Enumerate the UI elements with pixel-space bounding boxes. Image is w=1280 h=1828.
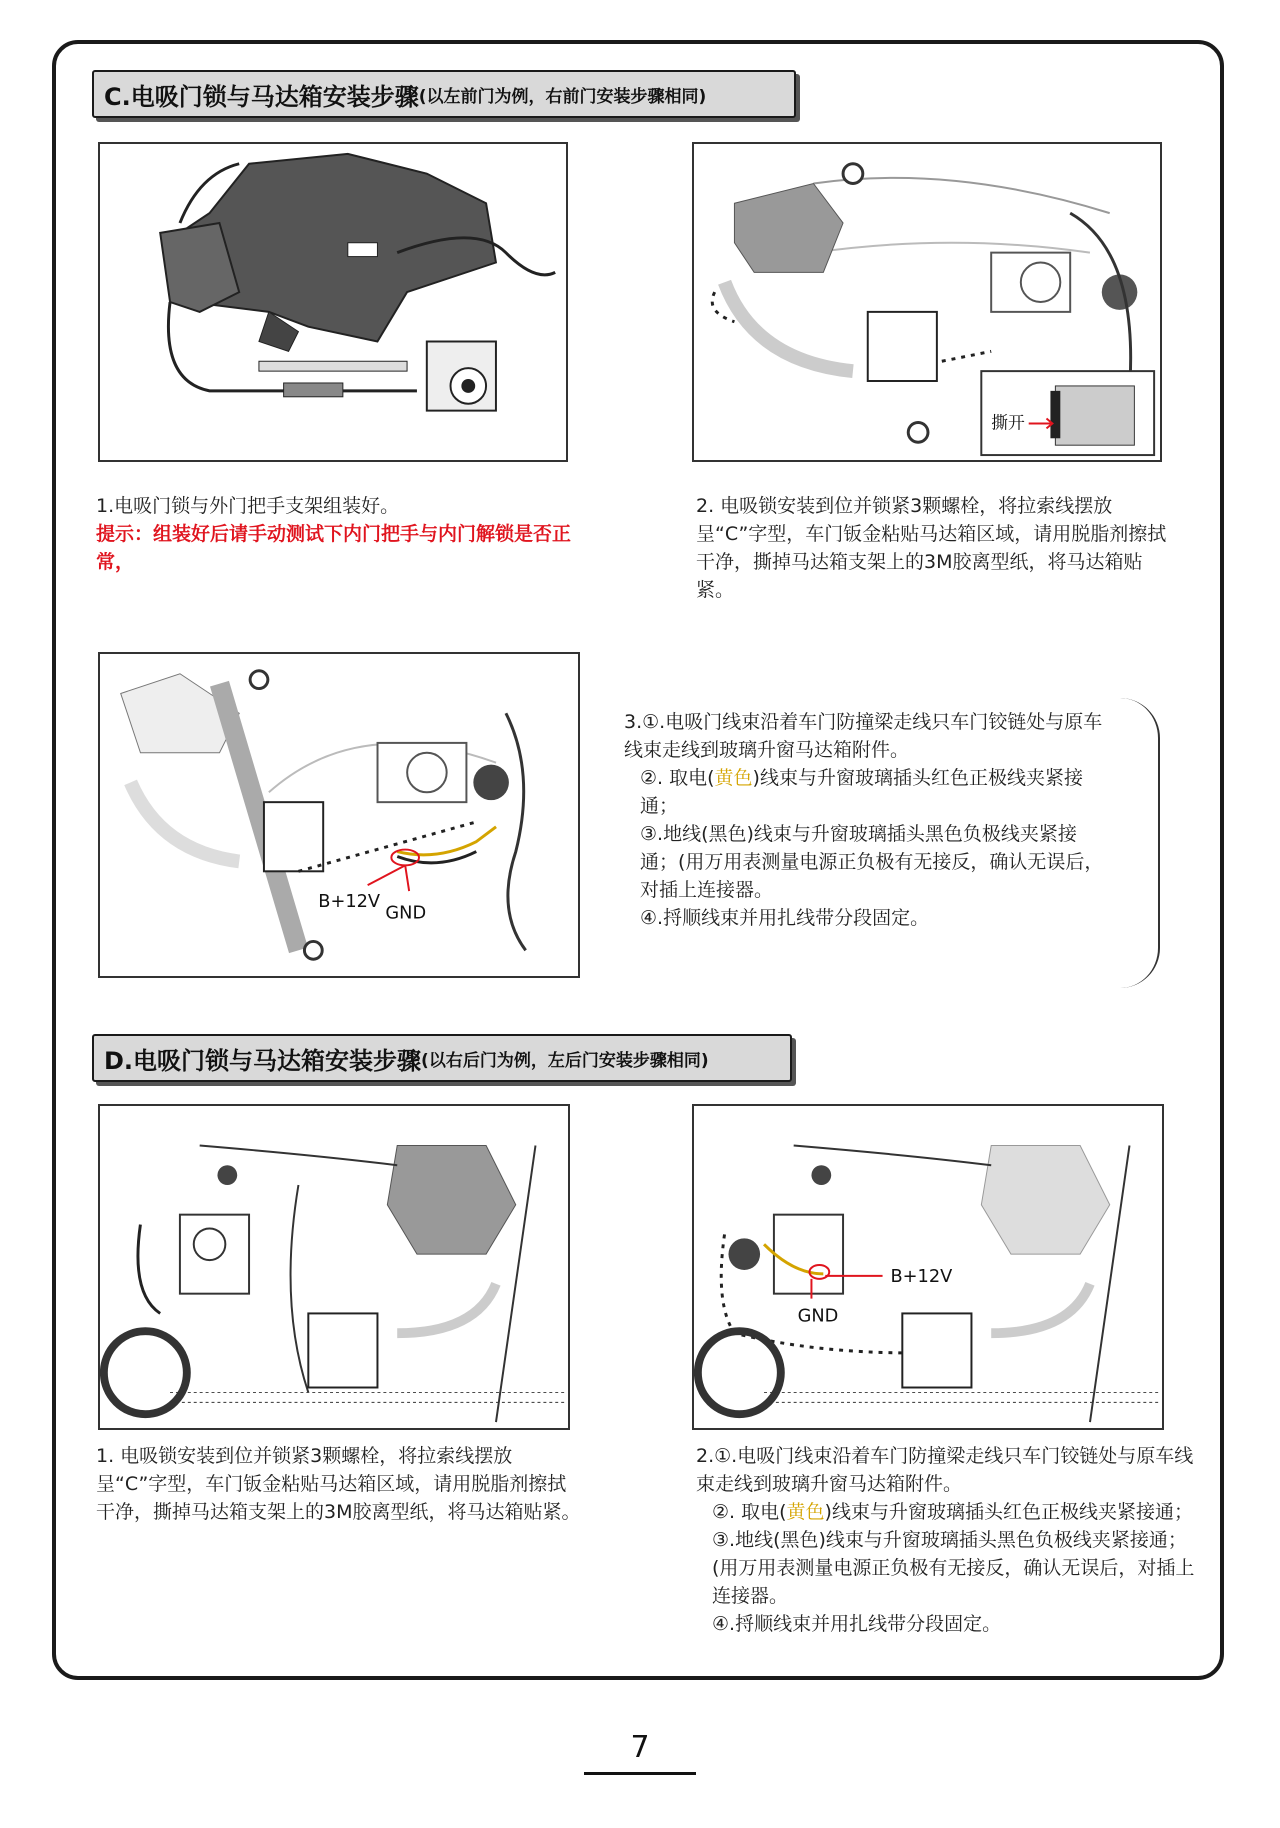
rear-door-wiring-drawing-d2 <box>694 1106 1162 1428</box>
caption-c-step3 <box>624 708 1114 932</box>
c3-power-label: B+12V <box>318 891 381 912</box>
caption-c-step3-line2-post: )线束与升窗玻璃插头红色正极线夹紧接通； <box>640 767 1083 817</box>
inset-peel-label: 撕开 <box>991 412 1025 433</box>
caption-bracket <box>1100 698 1160 988</box>
lock-assembly-drawing <box>100 144 566 460</box>
c3-ground-label: GND <box>385 903 427 924</box>
illustration-c2 <box>692 142 1162 462</box>
d2-power-label: B+12V <box>890 1266 953 1287</box>
caption-c-step2-text: 2. 电吸锁安装到位并锁紧3颗螺栓，将拉索线摆放呈“C”字型，车门钣金粘贴马达箱区域，请用脱脂剂擦拭干净，撕掉马达箱支架上的3M胶离型纸，将马达箱贴紧。 <box>696 495 1167 601</box>
caption-d-step2-line4: ④.捋顺线束并用扎线带分段固定。 <box>712 1613 1002 1635</box>
caption-d-step2-line1: 2.①.电吸门线束沿着车门防撞梁走线只车门铰链处与原车线束走线到玻璃升窗马达箱附件。 <box>696 1445 1194 1495</box>
caption-c-step3-line2-color: 黄色 <box>714 767 753 789</box>
caption-d-step1 <box>96 1442 582 1526</box>
section-d-title <box>92 1034 792 1082</box>
caption-c-step3-line1: 3.①.电吸门线束沿着车门防撞梁走线只车门铰链处与原车线束走线到玻璃升窗马达箱附件。 <box>624 711 1103 761</box>
section-c-title-main: C.电吸门锁与马达箱安装步骤 <box>104 82 419 111</box>
caption-c-step3-line3: ③.地线(黑色)线束与升窗玻璃插头黑色负极线夹紧接通；(用万用表测量电源正负极有无接反，确认无误后，对插上连接器。 <box>640 823 1104 901</box>
wiring-drawing-c3 <box>100 654 578 976</box>
page-number: 7 <box>630 1730 650 1765</box>
d2-ground-label: GND <box>797 1306 839 1327</box>
caption-d-step2-line2-pre: ②. 取电( <box>712 1501 787 1523</box>
page-number-underline <box>584 1772 696 1775</box>
illustration-c3 <box>98 652 580 978</box>
illustration-d1 <box>98 1104 570 1430</box>
caption-c-step2 <box>696 492 1176 604</box>
caption-c-step3-line4: ④.捋顺线束并用扎线带分段固定。 <box>640 907 930 929</box>
caption-d-step2-line2-color: 黄色 <box>786 1501 825 1523</box>
caption-d-step1-text: 1. 电吸锁安装到位并锁紧3颗螺栓，将拉索线摆放呈“C”字型，车门钣金粘贴马达箱区域，请用脱脂剂擦拭干净，撕掉马达箱支架上的3M胶离型纸，将马达箱贴紧。 <box>96 1445 581 1523</box>
caption-c-step3-line2-pre: ②. 取电( <box>640 767 715 789</box>
illustration-d2 <box>692 1104 1164 1430</box>
door-motor-drawing <box>694 144 1160 460</box>
illustration-c1 <box>98 142 568 462</box>
caption-d-step2-line2-post: )线束与升窗玻璃插头红色正极线夹紧接通； <box>824 1501 1193 1523</box>
caption-d-step2 <box>696 1442 1196 1638</box>
caption-c-step1-text: 1.电吸门锁与外门把手支架组装好。 <box>96 495 400 517</box>
section-d-title-sub: (以右后门为例，左后门安装步骤相同) <box>421 1050 709 1071</box>
section-d-title-main: D.电吸门锁与马达箱安装步骤 <box>104 1046 422 1075</box>
section-c-title-sub: (以左前门为例，右前门安装步骤相同) <box>418 86 707 107</box>
caption-c-step1-tip: 提示：组装好后请手动测试下内门把手与内门解锁是否正常， <box>96 523 572 573</box>
section-c-title <box>92 70 796 118</box>
rear-door-drawing-d1 <box>100 1106 568 1428</box>
caption-c-step1 <box>96 492 576 576</box>
caption-d-step2-line3: ③.地线(黑色)线束与升窗玻璃插头黑色负极线夹紧接通；(用万用表测量电源正负极有无接反，确认无误后，对插上连接器。 <box>712 1529 1195 1607</box>
